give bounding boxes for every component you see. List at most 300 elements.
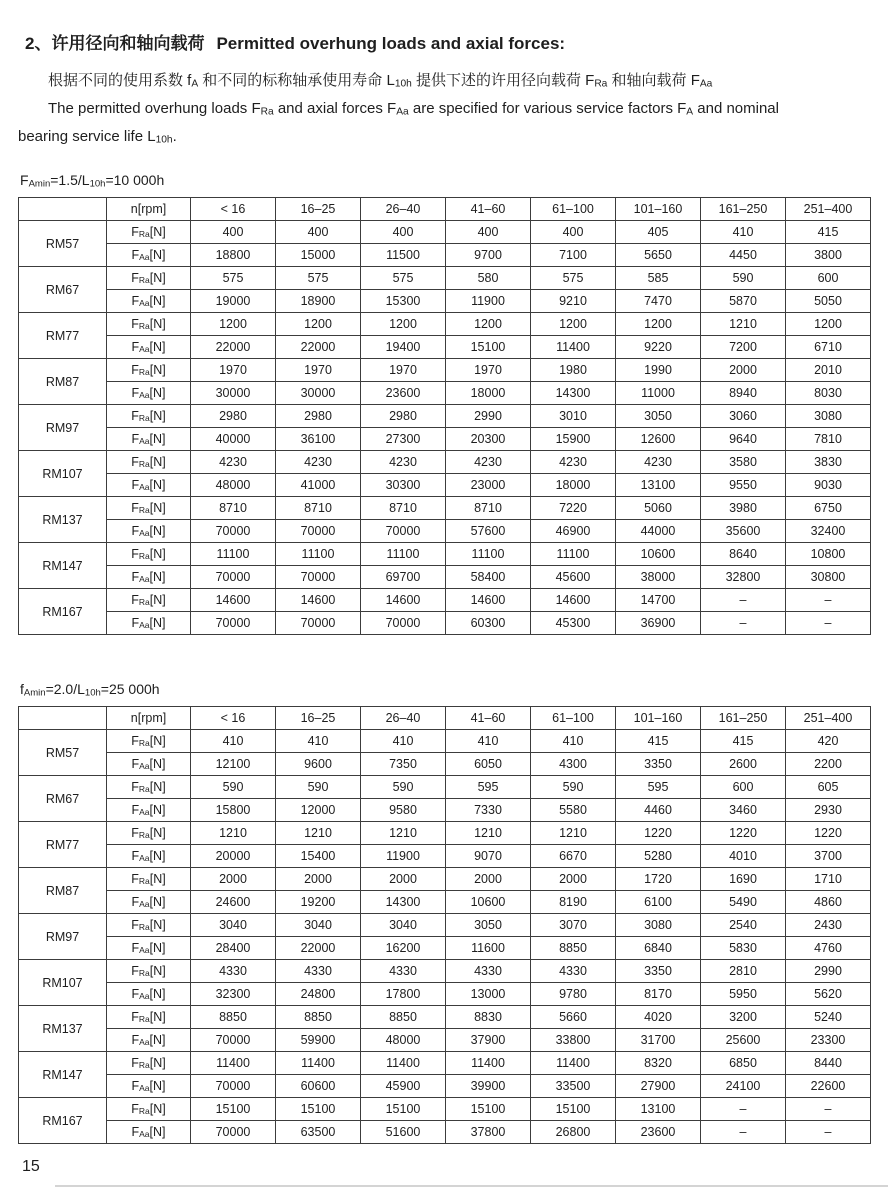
value-cell: 2980 (361, 405, 446, 428)
value-cell: 58400 (446, 566, 531, 589)
value-cell: 14600 (361, 589, 446, 612)
table-row (19, 543, 871, 566)
value-cell: 5870 (701, 290, 786, 313)
value-cell: 30000 (276, 382, 361, 405)
value-cell: 605 (786, 776, 871, 799)
value-cell: 11900 (361, 845, 446, 868)
table-row (19, 405, 871, 428)
value-cell: 45900 (361, 1075, 446, 1098)
value-cell: 3010 (531, 405, 616, 428)
value-cell: 7810 (786, 428, 871, 451)
table-header-row (19, 707, 871, 730)
value-cell: 41000 (276, 474, 361, 497)
value-cell: 11400 (531, 336, 616, 359)
table-row (19, 1075, 871, 1098)
table-row (19, 1052, 871, 1075)
row-label-fra-cell: $F_{Ra}[N]$ (107, 451, 191, 474)
value-cell: 33800 (531, 1029, 616, 1052)
value-cell: 7330 (446, 799, 531, 822)
value-cell: 8710 (191, 497, 276, 520)
value-cell: 3980 (701, 497, 786, 520)
value-cell: 9780 (531, 983, 616, 1006)
value-cell: 36900 (616, 612, 701, 635)
value-cell: 39900 (446, 1075, 531, 1098)
table-row (19, 937, 871, 960)
value-cell: 2980 (191, 405, 276, 428)
table-row (19, 428, 871, 451)
value-cell: 400 (276, 221, 361, 244)
value-cell: 2000 (191, 868, 276, 891)
value-cell: 590 (361, 776, 446, 799)
value-cell: 420 (786, 730, 871, 753)
table-row (19, 313, 871, 336)
table-row (19, 451, 871, 474)
value-cell: 590 (531, 776, 616, 799)
row-label-faa-cell: $F_{Aa}[N]$ (107, 799, 191, 822)
row-label-faa-cell: $F_{Aa}[N]$ (107, 845, 191, 868)
row-label-fra-cell: $F_{Ra}[N]$ (107, 313, 191, 336)
row-label-fra-cell: $F_{Ra}[N]$ (107, 589, 191, 612)
value-cell: 70000 (191, 1121, 276, 1144)
value-cell: 4330 (361, 960, 446, 983)
model-name-cell: RM97 (19, 405, 107, 451)
value-cell: 3350 (616, 960, 701, 983)
value-cell: 45300 (531, 612, 616, 635)
page-number: 15 (22, 1158, 40, 1175)
value-cell: 6750 (786, 497, 871, 520)
value-cell: 2990 (786, 960, 871, 983)
model-name-cell: RM147 (19, 543, 107, 589)
model-name-cell: RM57 (19, 730, 107, 776)
value-cell: 4330 (276, 960, 361, 983)
value-cell: 10800 (786, 543, 871, 566)
value-cell: 595 (616, 776, 701, 799)
value-cell: 410 (446, 730, 531, 753)
table-row (19, 1006, 871, 1029)
row-label-faa-cell: $F_{Aa}[N]$ (107, 520, 191, 543)
value-cell: 70000 (276, 612, 361, 635)
value-cell: 25600 (701, 1029, 786, 1052)
value-cell: 70000 (276, 520, 361, 543)
row-label-fra-cell: $F_{Ra}[N]$ (107, 1098, 191, 1121)
value-cell: 7100 (531, 244, 616, 267)
value-cell: 9030 (786, 474, 871, 497)
value-cell: 1980 (531, 359, 616, 382)
value-cell: 2010 (786, 359, 871, 382)
table-header-row (19, 198, 871, 221)
value-cell: 70000 (191, 566, 276, 589)
table-row (19, 566, 871, 589)
rpm-header-cell: n[rpm] (107, 198, 191, 221)
row-label-fra-cell: $F_{Ra}[N]$ (107, 868, 191, 891)
value-cell: 2980 (276, 405, 361, 428)
value-cell: 12000 (276, 799, 361, 822)
table-row (19, 891, 871, 914)
value-cell: – (786, 612, 871, 635)
value-cell: – (786, 589, 871, 612)
page-title (25, 33, 870, 55)
value-cell: 580 (446, 267, 531, 290)
value-cell: 4230 (361, 451, 446, 474)
model-name-cell: RM97 (19, 914, 107, 960)
value-cell: 14600 (446, 589, 531, 612)
value-cell: 590 (276, 776, 361, 799)
value-cell: 12600 (616, 428, 701, 451)
value-cell: 4020 (616, 1006, 701, 1029)
value-cell: 8830 (446, 1006, 531, 1029)
value-cell: 1690 (701, 868, 786, 891)
value-cell: – (701, 612, 786, 635)
value-cell: 10600 (616, 543, 701, 566)
row-label-fra-cell: $F_{Ra}[N]$ (107, 914, 191, 937)
model-name-cell: RM67 (19, 776, 107, 822)
value-cell: 27300 (361, 428, 446, 451)
value-cell: 5060 (616, 497, 701, 520)
value-cell: 19200 (276, 891, 361, 914)
value-cell: 3350 (616, 753, 701, 776)
row-label-fra-cell: $F_{Ra}[N]$ (107, 776, 191, 799)
value-cell: 20000 (191, 845, 276, 868)
value-cell: 1200 (276, 313, 361, 336)
value-cell: 1210 (701, 313, 786, 336)
value-cell: – (701, 1098, 786, 1121)
value-cell: 19400 (361, 336, 446, 359)
value-cell: 70000 (191, 1029, 276, 1052)
value-cell: 11100 (531, 543, 616, 566)
table-row (19, 960, 871, 983)
value-cell: 30800 (786, 566, 871, 589)
speed-range-header-cell: 16–25 (276, 707, 361, 730)
value-cell: 12100 (191, 753, 276, 776)
value-cell: 8710 (276, 497, 361, 520)
row-label-faa-cell: $F_{Aa}[N]$ (107, 244, 191, 267)
value-cell: 70000 (361, 520, 446, 543)
value-cell: 70000 (276, 566, 361, 589)
value-cell: 70000 (191, 520, 276, 543)
value-cell: 30000 (191, 382, 276, 405)
row-label-faa-cell: $F_{Aa}[N]$ (107, 1029, 191, 1052)
value-cell: 2930 (786, 799, 871, 822)
value-cell: – (701, 589, 786, 612)
value-cell: 18000 (446, 382, 531, 405)
value-cell: 59900 (276, 1029, 361, 1052)
value-cell: 1200 (361, 313, 446, 336)
value-cell: 57600 (446, 520, 531, 543)
value-cell: 6850 (701, 1052, 786, 1075)
value-cell: 11100 (446, 543, 531, 566)
value-cell: 14600 (276, 589, 361, 612)
value-cell: 1200 (531, 313, 616, 336)
value-cell: 400 (531, 221, 616, 244)
value-cell: 15100 (446, 336, 531, 359)
value-cell: 5950 (701, 983, 786, 1006)
value-cell: 6670 (531, 845, 616, 868)
value-cell: 3580 (701, 451, 786, 474)
value-cell: 70000 (191, 612, 276, 635)
table-row (19, 221, 871, 244)
value-cell: 18000 (531, 474, 616, 497)
value-cell: 1220 (701, 822, 786, 845)
value-cell: 2000 (276, 868, 361, 891)
table-row (19, 1121, 871, 1144)
value-cell: 7200 (701, 336, 786, 359)
value-cell: 1200 (446, 313, 531, 336)
value-cell: 24800 (276, 983, 361, 1006)
speed-range-header-cell: 61–100 (531, 707, 616, 730)
value-cell: 4760 (786, 937, 871, 960)
table-row (19, 730, 871, 753)
load-table-1 (18, 197, 871, 635)
value-cell: 9700 (446, 244, 531, 267)
table-row (19, 589, 871, 612)
speed-range-header-cell: 16–25 (276, 198, 361, 221)
value-cell: 15000 (276, 244, 361, 267)
row-label-faa-cell: $F_{Aa}[N]$ (107, 474, 191, 497)
value-cell: 3800 (786, 244, 871, 267)
table-row (19, 520, 871, 543)
table-row (19, 799, 871, 822)
value-cell: 3830 (786, 451, 871, 474)
table-row (19, 845, 871, 868)
value-cell: 18800 (191, 244, 276, 267)
row-label-fra-cell: $F_{Ra}[N]$ (107, 267, 191, 290)
value-cell: 1210 (276, 822, 361, 845)
value-cell: 3080 (786, 405, 871, 428)
value-cell: 1210 (446, 822, 531, 845)
value-cell: 11600 (446, 937, 531, 960)
model-name-cell: RM87 (19, 868, 107, 914)
value-cell: 31700 (616, 1029, 701, 1052)
value-cell: 48000 (191, 474, 276, 497)
table-row (19, 868, 871, 891)
speed-range-header-cell: 161–250 (701, 198, 786, 221)
speed-range-header-cell: 26–40 (361, 198, 446, 221)
row-label-fra-cell: $F_{Ra}[N]$ (107, 359, 191, 382)
row-label-fra-cell: $F_{Ra}[N]$ (107, 405, 191, 428)
value-cell: 8850 (191, 1006, 276, 1029)
value-cell: 5580 (531, 799, 616, 822)
value-cell: 11100 (361, 543, 446, 566)
value-cell: 11100 (191, 543, 276, 566)
value-cell: 1210 (531, 822, 616, 845)
value-cell: 32300 (191, 983, 276, 1006)
value-cell: 4450 (701, 244, 786, 267)
title-zh: 2、许用径向和轴向载荷 (25, 34, 205, 53)
row-label-faa-cell: $F_{Aa}[N]$ (107, 1121, 191, 1144)
model-name-cell: RM107 (19, 960, 107, 1006)
value-cell: 23600 (616, 1121, 701, 1144)
value-cell: 2600 (701, 753, 786, 776)
value-cell: 11000 (616, 382, 701, 405)
value-cell: 44000 (616, 520, 701, 543)
value-cell: 2990 (446, 405, 531, 428)
value-cell: 11100 (276, 543, 361, 566)
value-cell: 37900 (446, 1029, 531, 1052)
value-cell: 14600 (191, 589, 276, 612)
value-cell: 24100 (701, 1075, 786, 1098)
value-cell: 4230 (446, 451, 531, 474)
value-cell: 10600 (446, 891, 531, 914)
value-cell: 2000 (361, 868, 446, 891)
table-row (19, 1029, 871, 1052)
value-cell: 4300 (531, 753, 616, 776)
value-cell: 400 (361, 221, 446, 244)
value-cell: 4230 (276, 451, 361, 474)
value-cell: 70000 (191, 1075, 276, 1098)
value-cell: 1970 (361, 359, 446, 382)
value-cell: 18900 (276, 290, 361, 313)
value-cell: 14300 (531, 382, 616, 405)
table-row (19, 612, 871, 635)
value-cell: 8850 (531, 937, 616, 960)
value-cell: 6710 (786, 336, 871, 359)
value-cell: 1970 (191, 359, 276, 382)
value-cell: 8030 (786, 382, 871, 405)
value-cell: 8320 (616, 1052, 701, 1075)
model-name-cell: RM67 (19, 267, 107, 313)
value-cell: 70000 (361, 612, 446, 635)
value-cell: 1970 (446, 359, 531, 382)
value-cell: 3040 (191, 914, 276, 937)
table2-caption: $f_{Amin}=2.0/L_{10h}=25$ 000h (20, 681, 160, 699)
value-cell: 8850 (361, 1006, 446, 1029)
speed-range-header-cell: 61–100 (531, 198, 616, 221)
value-cell: 1720 (616, 868, 701, 891)
value-cell: 15100 (361, 1098, 446, 1121)
row-label-fra-cell: $F_{Ra}[N]$ (107, 1052, 191, 1075)
value-cell: 15100 (191, 1098, 276, 1121)
value-cell: 30300 (361, 474, 446, 497)
value-cell: 2430 (786, 914, 871, 937)
value-cell: 11400 (191, 1052, 276, 1075)
value-cell: 4010 (701, 845, 786, 868)
value-cell: 13100 (616, 474, 701, 497)
value-cell: 7470 (616, 290, 701, 313)
value-cell: 22600 (786, 1075, 871, 1098)
value-cell: – (701, 1121, 786, 1144)
value-cell: 8940 (701, 382, 786, 405)
row-label-faa-cell: $F_{Aa}[N]$ (107, 566, 191, 589)
table-row (19, 336, 871, 359)
value-cell: 410 (531, 730, 616, 753)
value-cell: 15100 (276, 1098, 361, 1121)
table-row (19, 776, 871, 799)
value-cell: 3070 (531, 914, 616, 937)
value-cell: 15300 (361, 290, 446, 313)
row-label-faa-cell: $F_{Aa}[N]$ (107, 753, 191, 776)
value-cell: 3060 (701, 405, 786, 428)
table-row (19, 822, 871, 845)
table-row (19, 359, 871, 382)
value-cell: 1710 (786, 868, 871, 891)
row-label-faa-cell: $F_{Aa}[N]$ (107, 891, 191, 914)
row-label-fra-cell: $F_{Ra}[N]$ (107, 960, 191, 983)
value-cell: 11400 (531, 1052, 616, 1075)
value-cell: 1220 (786, 822, 871, 845)
value-cell: 410 (701, 221, 786, 244)
value-cell: 8170 (616, 983, 701, 1006)
value-cell: 400 (446, 221, 531, 244)
value-cell: 9550 (701, 474, 786, 497)
table-row (19, 474, 871, 497)
value-cell: 585 (616, 267, 701, 290)
intro-paragraph-zh: 根据不同的使用系数 $f_A$ 和不同的标称轴承使用寿命 $L_{10h}$ 提供下述的许用径向载荷 $F_{Ra}$ 和轴向载荷 $F_{Aa}$ (48, 72, 713, 90)
speed-range-header-cell: 101–160 (616, 707, 701, 730)
table1-caption: $F_{Amin}=1.5/L_{10h}=10$ 000h (20, 172, 165, 190)
value-cell: 5620 (786, 983, 871, 1006)
value-cell: 48000 (361, 1029, 446, 1052)
value-cell: – (786, 1121, 871, 1144)
value-cell: 11500 (361, 244, 446, 267)
value-cell: 8190 (531, 891, 616, 914)
row-label-faa-cell: $F_{Aa}[N]$ (107, 983, 191, 1006)
value-cell: 4330 (191, 960, 276, 983)
value-cell: 4230 (531, 451, 616, 474)
value-cell: 2200 (786, 753, 871, 776)
value-cell: 595 (446, 776, 531, 799)
row-label-faa-cell: $F_{Aa}[N]$ (107, 1075, 191, 1098)
row-label-faa-cell: $F_{Aa}[N]$ (107, 382, 191, 405)
value-cell: 2540 (701, 914, 786, 937)
row-label-faa-cell: $F_{Aa}[N]$ (107, 937, 191, 960)
value-cell: 45600 (531, 566, 616, 589)
value-cell: 5490 (701, 891, 786, 914)
row-label-fra-cell: $F_{Ra}[N]$ (107, 1006, 191, 1029)
value-cell: 575 (531, 267, 616, 290)
value-cell: 410 (361, 730, 446, 753)
value-cell: 8440 (786, 1052, 871, 1075)
value-cell: 7350 (361, 753, 446, 776)
value-cell: 1200 (786, 313, 871, 336)
value-cell: 3700 (786, 845, 871, 868)
value-cell: 5650 (616, 244, 701, 267)
table-row (19, 1098, 871, 1121)
value-cell: 3080 (616, 914, 701, 937)
value-cell: 11400 (276, 1052, 361, 1075)
value-cell: 3050 (616, 405, 701, 428)
value-cell: 16200 (361, 937, 446, 960)
value-cell: 23000 (446, 474, 531, 497)
value-cell: 5660 (531, 1006, 616, 1029)
value-cell: 600 (786, 267, 871, 290)
intro-paragraph-en: The permitted overhung loads $F_{Ra}$ and axial forces $F_{Aa}$ are specified for various service factors $F_A$ and nominal bearing service life $L_{10h}$. (18, 100, 779, 146)
model-name-cell: RM137 (19, 1006, 107, 1052)
value-cell: 15100 (446, 1098, 531, 1121)
value-cell: 1210 (191, 822, 276, 845)
speed-range-header-cell: 161–250 (701, 707, 786, 730)
value-cell: 15900 (531, 428, 616, 451)
value-cell: 27900 (616, 1075, 701, 1098)
model-name-cell: RM77 (19, 313, 107, 359)
value-cell: 14700 (616, 589, 701, 612)
speed-range-header-cell: 251–400 (786, 707, 871, 730)
value-cell: 575 (361, 267, 446, 290)
value-cell: 410 (276, 730, 361, 753)
value-cell: 20300 (446, 428, 531, 451)
speed-range-header-cell: 41–60 (446, 198, 531, 221)
value-cell: 60600 (276, 1075, 361, 1098)
value-cell: 5830 (701, 937, 786, 960)
value-cell: 5050 (786, 290, 871, 313)
model-name-cell: RM87 (19, 359, 107, 405)
value-cell: 15800 (191, 799, 276, 822)
value-cell: 4860 (786, 891, 871, 914)
value-cell: 13100 (616, 1098, 701, 1121)
value-cell: 24600 (191, 891, 276, 914)
speed-range-header-cell: 41–60 (446, 707, 531, 730)
value-cell: 415 (786, 221, 871, 244)
value-cell: 2000 (446, 868, 531, 891)
